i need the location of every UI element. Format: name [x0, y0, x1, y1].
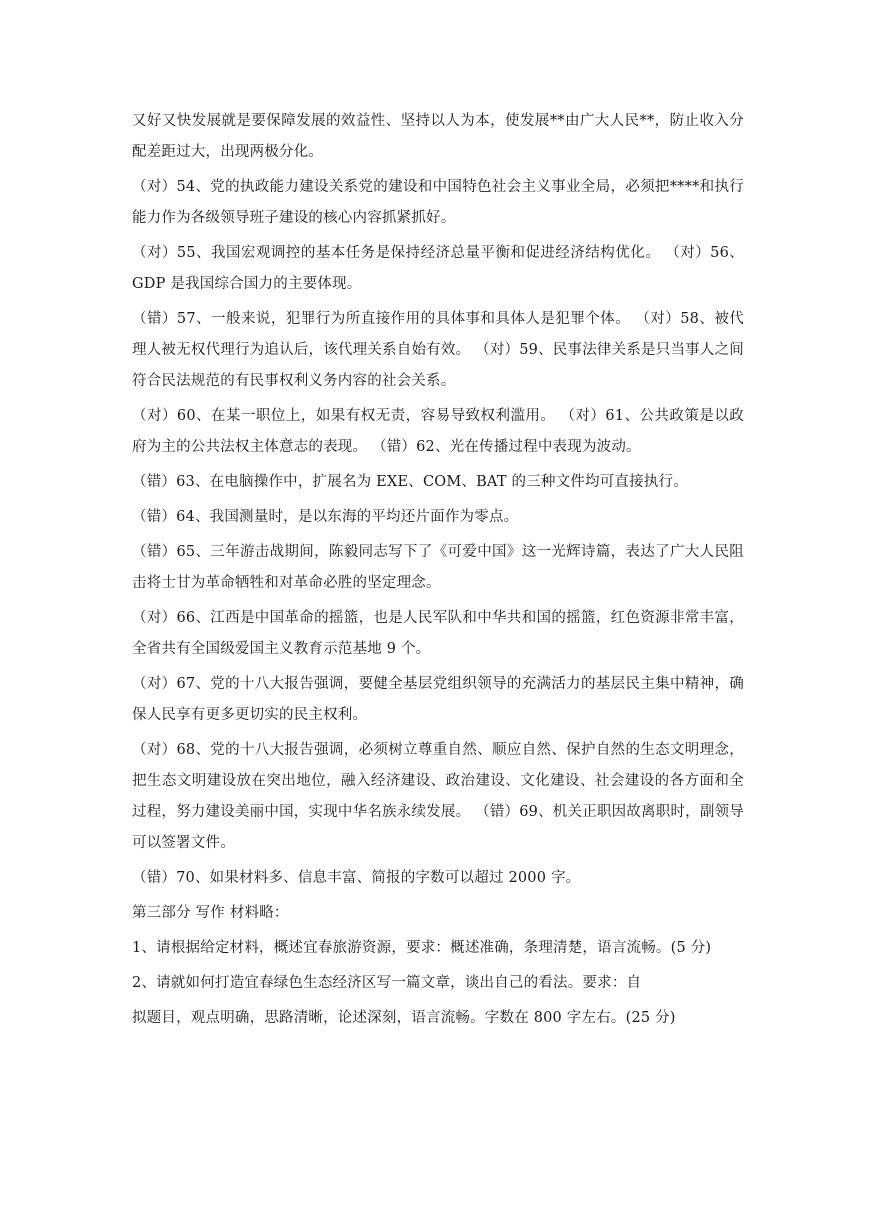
paragraph-item-65: （错）65、三年游击战期间，陈毅同志写下了《可爱中国》这一光辉诗篇，表达了广大人民阻击将士甘为革命牺牲和对革命必胜的坚定理念。 — [132, 544, 744, 591]
paragraph-item-64: （错）64、我国测量时，是以东海的平均还片面作为零点。 — [132, 509, 519, 525]
paragraph-item-66: （对）66、江西是中国革命的摇篮，也是人民军队和中华共和国的摇篮，红色资源非常丰富，全省共有全国级爱国主义教育示范基地 9 个。 — [132, 610, 744, 657]
paragraph-item-60-62: （对）60、在某一职位上，如果有权无责，容易导致权利滥用。 （对）61、公共政策是以政府为主的公共法权主体意志的表现。 （错）62、光在传播过程中表现为波动。 — [132, 408, 744, 455]
document-body — [132, 106, 744, 1038]
writing-task-1: 1、请根据给定材料，概述宜春旅游资源，要求：概述准确，条理清楚，语言流畅。(5 分) — [132, 940, 712, 956]
paragraph-item-70: （错）70、如果材料多、信息丰富、简报的字数可以超过 2000 字。 — [132, 870, 581, 886]
paragraph-item-55-56: （对）55、我国宏观调控的基本任务是保持经济总量平衡和促进经济结构优化。 （对）56、GDP 是我国综合国力的主要体现。 — [132, 245, 744, 292]
paragraph-item-54: （对）54、党的执政能力建设关系党的建设和中国特色社会主义事业全局，必须把****和执行能力作为各级领导班子建设的核心内容抓紧抓好。 — [132, 179, 744, 226]
writing-task-2: 2、请就如何打造宜春绿色生态经济区写一篇文章，谈出自己的看法。要求：自 — [132, 975, 642, 991]
paragraph-continuation: 又好又快发展就是要保障发展的效益性、坚持以人为本，使发展**由广大人民**，防止收入分配差距过大，出现两极分化。 — [132, 113, 744, 160]
paragraph-item-67: （对）67、党的十八大报告强调，要健全基层党组织领导的充满活力的基层民主集中精神，确保人民享有更多更切实的民主权利。 — [132, 676, 744, 723]
paragraph-item-68-69: （对）68、党的十八大报告强调，必须树立尊重自然、顺应自然、保护自然的生态文明理念，把生态文明建设放在突出地位，融入经济建设、政治建设、文化建设、社会建设的各方面和全过程，努力建设美丽中国，实现中华名族永续发展。 （错）69、机关正职因故离职时，副领导可以签署文件。 — [132, 742, 744, 851]
paragraph-item-63: （错）63、在电脑操作中，扩展名为 EXE、COM、BAT 的三种文件均可直接执行。 — [132, 474, 688, 490]
writing-task-2-requirements: 拟题目，观点明确，思路清晰，论述深刻，语言流畅。字数在 800 字左右。(25 分) — [132, 1010, 676, 1026]
paragraph-item-57-59: （错）57、一般来说，犯罪行为所直接作用的具体事和具体人是犯罪个体。 （对）58、被代理人被无权代理行为追认后，该代理关系自始有效。 （对）59、民事法律关系是只当事人之间符合民法规范的有民事权利义务内容的社会关系。 — [132, 311, 744, 389]
section-heading-writing: 第三部分 写作 材料略： — [132, 905, 289, 921]
